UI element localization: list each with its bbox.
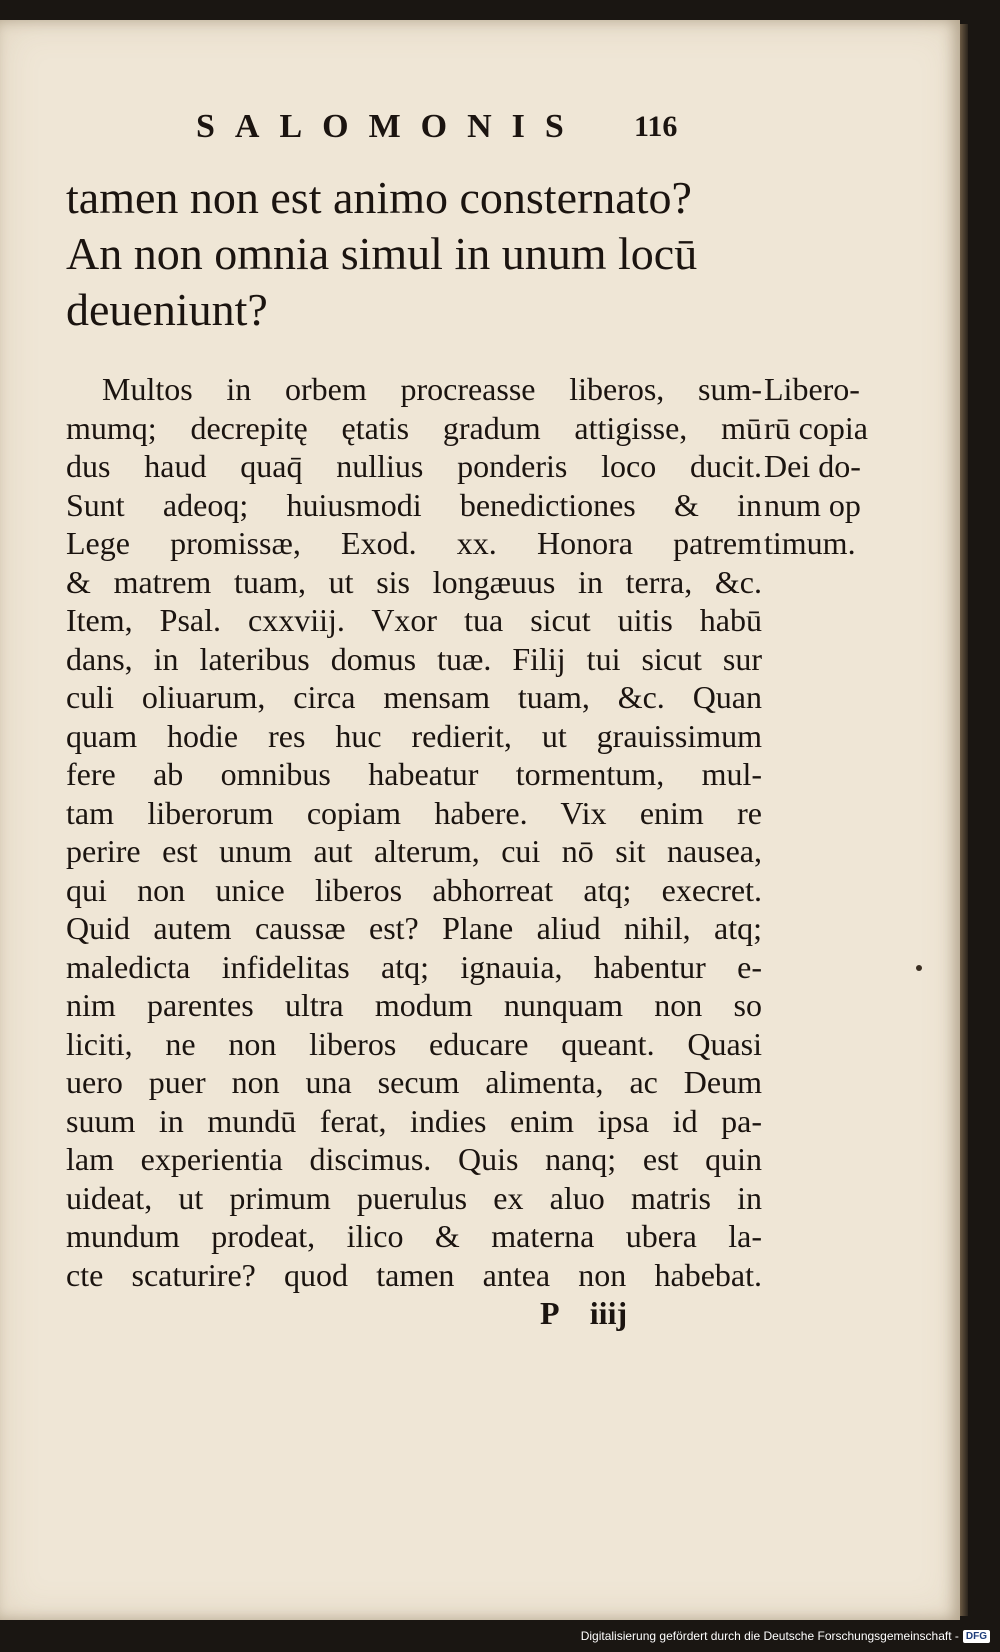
marginal-note [764,370,914,563]
body-line: culi oliuarum, circa mensam tuam, &c. Quan [66,679,762,715]
lead-line: An non omnia simul in unum locū [66,228,698,279]
page-number: 116 [634,110,678,143]
body-line: Lege promissæ, Exod. xx. Honora patrem [66,525,762,561]
marginal-line: num op [764,486,861,523]
marginal-line: timum. [764,525,856,561]
body-line: maledicta infidelitas atq; ignauia, habentur e- [66,948,762,985]
body-line: cte scaturire? quod tamen antea non habebat. [66,1256,762,1293]
body-line: uero puer non una secum alimenta, ac Deum [66,1064,762,1100]
body-line: dus haud quaq̄ nullius ponderis loco ducit. [66,448,762,484]
running-head [0,108,960,158]
body-line: Multos in orbem procreasse liberos, sum- [102,371,762,407]
body-line: mumq; decrepitę ętatis gradum attigisse, mū [66,409,762,446]
body-line: suum in mundū ferat, indies enim ipsa id pa- [66,1102,762,1139]
marginal-line: rū copia [764,409,868,446]
body-line: qui non unice liberos abhorreat atq; execret. [66,871,762,908]
lead-text-block [66,170,766,338]
body-line: uideat, ut primum puerulus ex aluo matris in [66,1179,762,1216]
marginal-line: Libero- [764,371,860,407]
body-line: Quid autem caussæ est? Plane aliud nihil, atq; [66,910,762,946]
ink-speck [916,965,922,971]
body-line: dans, in lateribus domus tuæ. Filij tui sicut sur [66,640,762,677]
marginal-line: Dei do- [764,448,861,484]
body-line: fere ab omnibus habeatur tormentum, mul- [66,756,762,792]
body-line: & matrem tuam, ut sis longæuus in terra, &c. [66,563,762,600]
dfg-logo-icon: DFG [963,1630,990,1643]
body-line: lam experientia discimus. Quis nanq; est quin [66,1141,762,1177]
body-line: liciti, ne non liberos educare queant. Quasi [66,1025,762,1062]
digitization-footer [581,1626,990,1646]
body-line: quam hodie res huc redierit, ut grauissimum [66,717,762,754]
footer-credit: Digitalisierung gefördert durch die Deutsche Forschungsgemeinschaft - [580,1629,959,1643]
body-text-block [66,370,762,1294]
page-edge [960,24,968,1616]
body-line: perire est unum aut alterum, cui nō sit nausea, [66,833,762,869]
signature-mark: P iiij [540,1295,628,1331]
body-line: mundum prodeat, ilico & materna ubera la- [66,1218,762,1254]
body-line: tam liberorum copiam habere. Vix enim re [66,794,762,831]
running-title: SALOMONIS [196,108,584,145]
book-page [0,20,960,1620]
lead-line: deueniunt? [66,284,268,335]
body-line: Sunt adeoq; huiusmodi benedictiones & in [66,486,762,523]
body-line: nim parentes ultra modum nunquam non so [66,987,762,1023]
body-line: Item, Psal. cxxviij. Vxor tua sicut uitis habū [66,602,762,638]
lead-line: tamen non est animo consternato? [66,172,692,223]
